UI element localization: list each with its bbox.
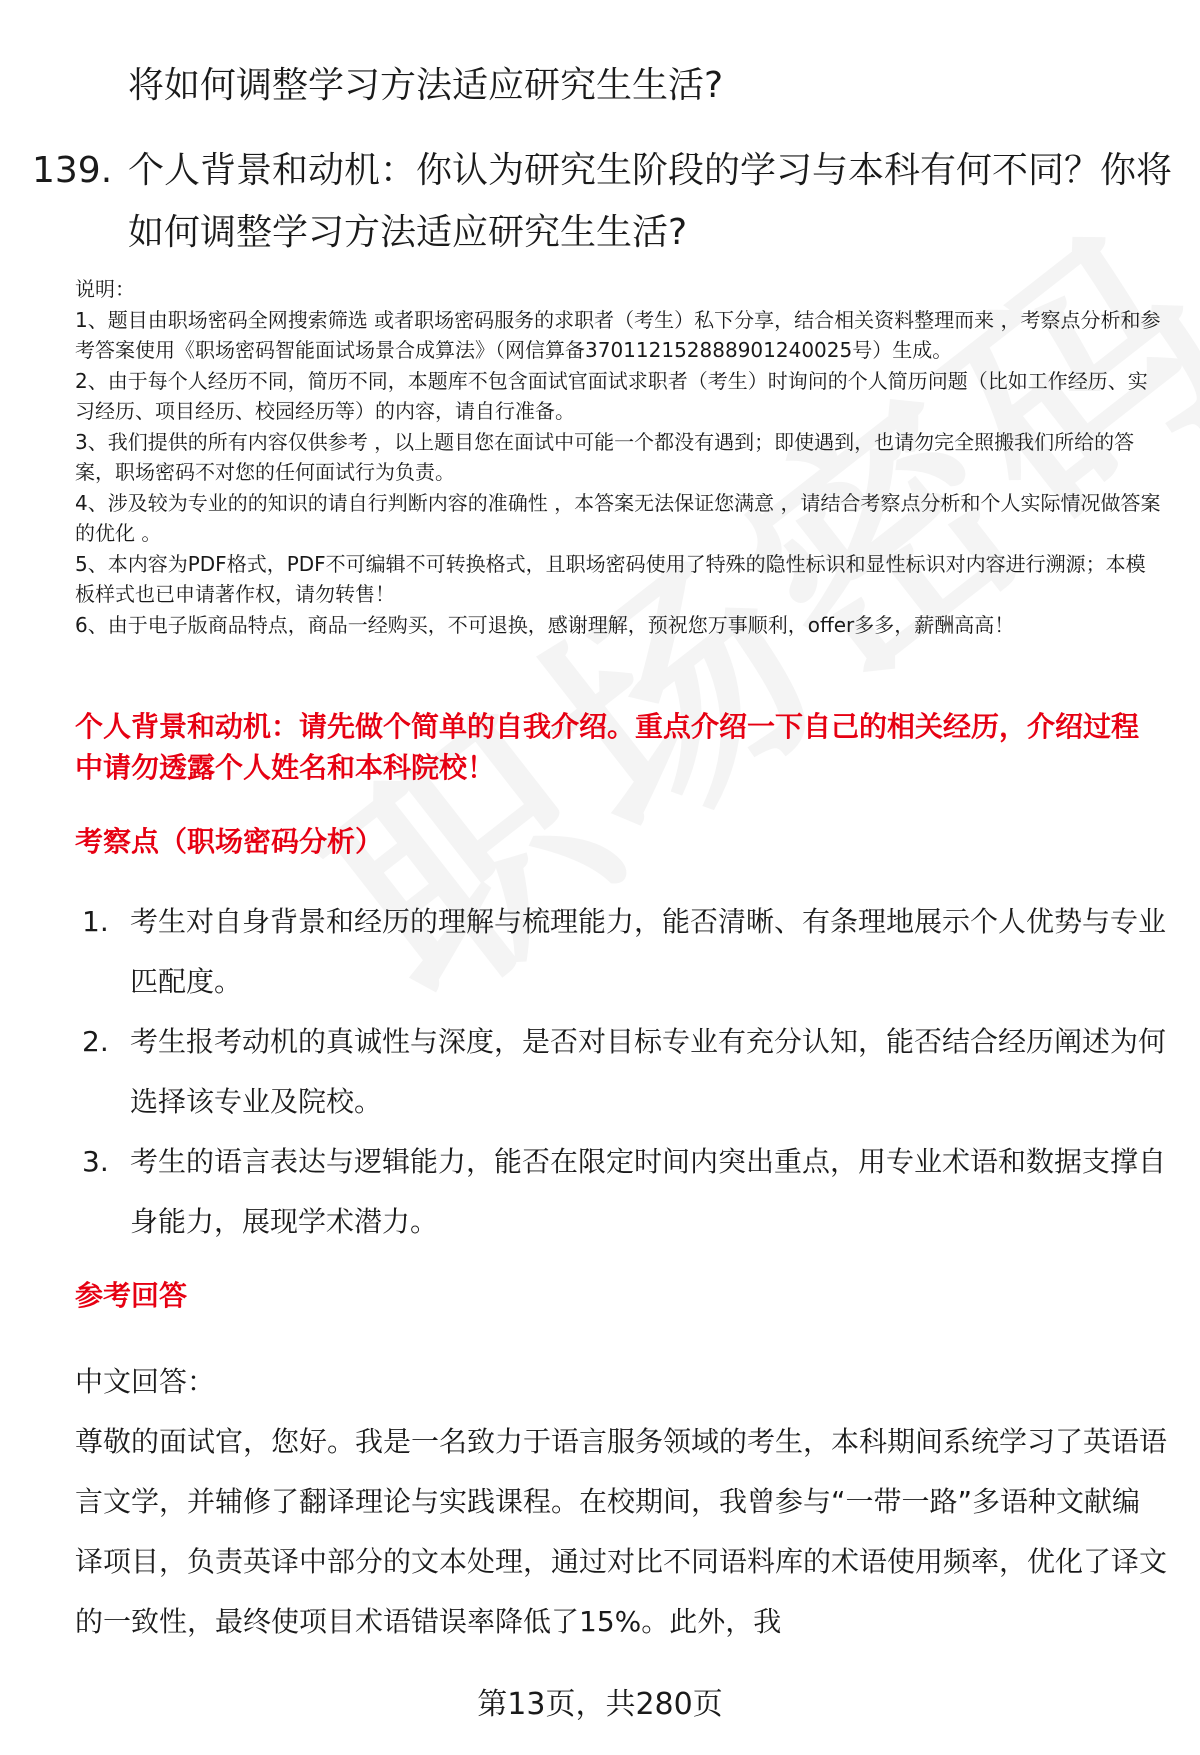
highlighted-question: 个人背景和动机：请先做个简单的自我介绍。重点介绍一下自己的相关经历，介绍过程中请勿透露个人姓名和本科院校！ bbox=[75, 710, 1140, 784]
analysis-point bbox=[82, 892, 1172, 1012]
reference-answer bbox=[75, 1352, 1167, 1652]
answer-body: 尊敬的面试官，您好。我是一名致力于语言服务领域的考生，本科期间系统学习了英语语言文学，并辅修了翻译理论与实践课程。在校期间，我曾参与“一带一路”多语种文献编译项目，负责英译中部分的文本处理，通过对比不同语料库的术语使用频率，优化了译文的一致性，最终使项目术语错误率降低了15%。此外，我 bbox=[75, 1425, 1168, 1638]
note-item: 5、本内容为PDF格式，PDF不可编辑不可转换格式，且职场密码使用了特殊的隐性标识和显性标识对内容进行溯源；本模板样式也已申请著作权，请勿转售！ bbox=[75, 551, 1146, 606]
point-text: 考生的语言表达与逻辑能力，能否在限定时间内突出重点，用专业术语和数据支撑自身能力，展现学术潜力。 bbox=[130, 1145, 1167, 1238]
point-number: 3. bbox=[82, 1145, 109, 1178]
point-number: 1. bbox=[82, 905, 109, 938]
answer-label: 中文回答： bbox=[75, 1365, 216, 1398]
note-item: 4、涉及较为专业的的知识的请自行判断内容的准确性 ，本答案无法保证您满意 ，请结合考察点分析和个人实际情况做答案的优化 。 bbox=[75, 490, 1161, 545]
analysis-point bbox=[82, 1132, 1172, 1252]
reference-title: 参考回答 bbox=[75, 1279, 188, 1312]
question-heading bbox=[32, 140, 1172, 264]
point-text: 考生对自身背景和经历的理解与梳理能力，能否清晰、有条理地展示个人优势与专业匹配度。 bbox=[130, 905, 1167, 998]
question-continuation: 将如何调整学习方法适应研究生生活? bbox=[128, 65, 724, 106]
notes-section bbox=[75, 274, 1165, 640]
notes-heading: 说明： bbox=[75, 277, 135, 301]
analysis-point bbox=[82, 1012, 1172, 1132]
question-text: 个人背景和动机：你认为研究生阶段的学习与本科有何不同？你将如何调整学习方法适应研究生生活? bbox=[128, 150, 1173, 253]
note-item: 1、题目由职场密码全网搜索筛选 或者职场密码服务的求职者（考生）私下分享，结合相关资料整理而来 ，考察点分析和参考答案使用《职场密码智能面试场景合成算法》（网信算备370112152888901240025号）生成。 bbox=[75, 307, 1161, 362]
analysis-points bbox=[82, 892, 1172, 1252]
point-text: 考生报考动机的真诚性与深度，是否对目标专业有充分认知，能否结合经历阐述为何选择该专业及院校。 bbox=[130, 1025, 1167, 1118]
point-number: 2. bbox=[82, 1025, 109, 1058]
note-item: 3、我们提供的所有内容仅供参考 ，以上题目您在面试中可能一个都没有遇到；即使遇到，也请勿完全照搬我们所给的答案，职场密码不对您的任何面试行为负责。 bbox=[75, 429, 1135, 484]
analysis-title: 考察点（职场密码分析） bbox=[75, 825, 384, 858]
page-footer: 第13页，共280页 bbox=[477, 1687, 723, 1722]
question-number: 139. bbox=[32, 150, 113, 191]
note-item: 2、由于每个人经历不同，简历不同，本题库不包含面试官面试求职者（考生）时询问的个人简历问题（比如工作经历、实习经历、项目经历、校园经历等）的内容，请自行准备。 bbox=[75, 368, 1148, 423]
note-item: 6、由于电子版商品特点，商品一经购买，不可退换，感谢理解，预祝您万事顺利，offer多多，薪酬高高！ bbox=[75, 612, 1015, 637]
